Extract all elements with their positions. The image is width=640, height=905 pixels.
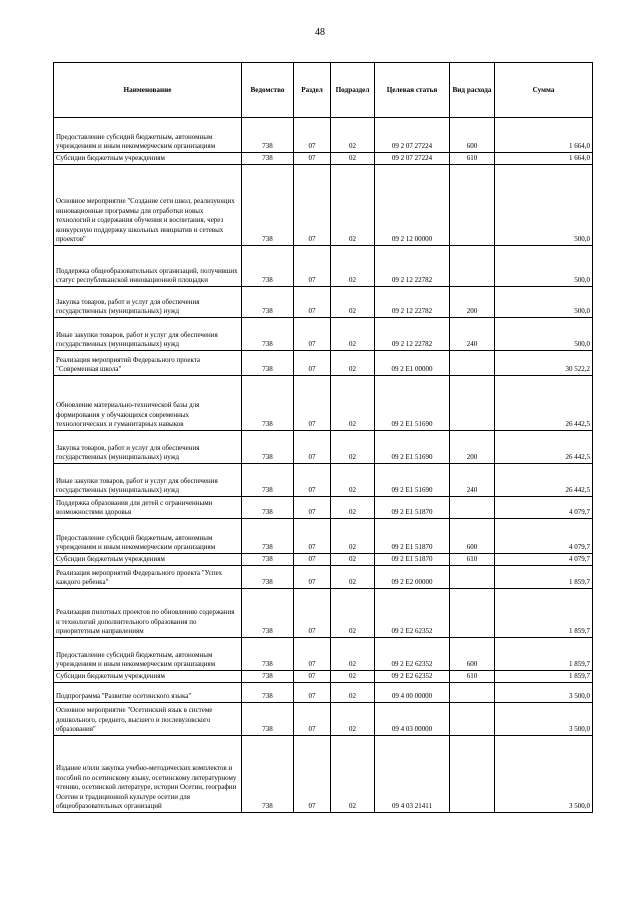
- row-ministry: 738: [242, 519, 294, 554]
- table-row: [54, 351, 593, 376]
- row-subsection: 02: [331, 246, 375, 287]
- table-row: [54, 318, 593, 351]
- table-row: [54, 589, 593, 638]
- row-ministry: 738: [242, 118, 294, 153]
- row-ministry: 738: [242, 431, 294, 464]
- row-name: Основное мероприятие "Создание сети школ, реализующих инновационные программы для отработки новых технологий и содержания обучения и воспитания, через конкурсную поддержку школьных инициатив и сетевых проектов": [54, 165, 242, 246]
- table-row: [54, 464, 593, 497]
- row-expense-type: 200: [450, 431, 495, 464]
- row-target: 09 2 E1 00000: [375, 351, 450, 376]
- row-name: Предоставление субсидий бюджетным, автономным учреждениям и иным некоммерческим организациям: [54, 638, 242, 671]
- table-row: [54, 703, 593, 736]
- row-amount: 4 079,7: [495, 519, 593, 554]
- row-ministry: 738: [242, 376, 294, 431]
- row-target: 09 4 03 00000: [375, 703, 450, 736]
- row-target: 09 2 E2 00000: [375, 566, 450, 589]
- row-name: Субсидии бюджетным учреждениям: [54, 671, 242, 683]
- header-subsection: Подраздел: [331, 63, 375, 118]
- row-target: 09 2 E1 51870: [375, 554, 450, 566]
- row-amount: 3 500,0: [495, 703, 593, 736]
- row-ministry: 738: [242, 589, 294, 638]
- row-name: Закупка товаров, работ и услуг для обеспечения государственных (муниципальных) нужд: [54, 287, 242, 318]
- row-ministry: 738: [242, 351, 294, 376]
- row-amount: 1 859,7: [495, 589, 593, 638]
- row-name: Иные закупки товаров, работ и услуг для обеспечения государственных (муниципальных) нужд: [54, 464, 242, 497]
- row-expense-type: [450, 165, 495, 246]
- row-target: 09 2 07 27224: [375, 153, 450, 165]
- row-target: 09 2 12 22782: [375, 246, 450, 287]
- row-name: Издание и/или закупка учебно-методических комплектов и пособий по осетинскому языку, осетинскому литературному чтению, осетинской литературе, истории Осетии, географии Осетии и традиционной культуре осетии для общеобразовательных организаций: [54, 736, 242, 813]
- row-name: Реализация пилотных проектов по обновлению содержания и технологий дополнительного образования по приоритетным направлениям: [54, 589, 242, 638]
- row-subsection: 02: [331, 287, 375, 318]
- row-section: 07: [294, 431, 331, 464]
- row-target: 09 2 12 22782: [375, 318, 450, 351]
- row-name: Обновление материально-технической базы для формирования у обучающихся современных технологических и гуманитарных навыков: [54, 376, 242, 431]
- row-subsection: 02: [331, 671, 375, 683]
- row-target: 09 2 E1 51690: [375, 376, 450, 431]
- row-amount: 4 079,7: [495, 497, 593, 519]
- row-section: 07: [294, 638, 331, 671]
- row-expense-type: 610: [450, 153, 495, 165]
- row-section: 07: [294, 376, 331, 431]
- row-target: 09 2 E2 62352: [375, 638, 450, 671]
- page-number: 48: [315, 27, 325, 38]
- row-section: 07: [294, 464, 331, 497]
- table-row: [54, 683, 593, 703]
- row-subsection: 02: [331, 566, 375, 589]
- row-expense-type: 610: [450, 671, 495, 683]
- header-name: Наименование: [54, 63, 242, 118]
- row-name: Предоставление субсидий бюджетным, автономным учреждениям и иным некоммерческим организациям: [54, 519, 242, 554]
- table-row: [54, 519, 593, 554]
- row-expense-type: 610: [450, 554, 495, 566]
- row-target: 09 2 07 27224: [375, 118, 450, 153]
- table-row: [54, 671, 593, 683]
- table-row: [54, 497, 593, 519]
- row-subsection: 02: [331, 519, 375, 554]
- row-expense-type: 600: [450, 638, 495, 671]
- table-header-row: [54, 63, 593, 118]
- row-target: 09 4 00 00000: [375, 683, 450, 703]
- row-target: 09 2 E1 51690: [375, 464, 450, 497]
- row-section: 07: [294, 519, 331, 554]
- row-subsection: 02: [331, 318, 375, 351]
- row-ministry: 738: [242, 566, 294, 589]
- row-amount: 4 079,7: [495, 554, 593, 566]
- row-amount: 26 442,5: [495, 376, 593, 431]
- row-target: 09 2 E1 51690: [375, 431, 450, 464]
- row-section: 07: [294, 589, 331, 638]
- row-section: 07: [294, 351, 331, 376]
- row-subsection: 02: [331, 638, 375, 671]
- table-row: [54, 431, 593, 464]
- row-name: Субсидии бюджетным учреждениям: [54, 153, 242, 165]
- row-ministry: 738: [242, 318, 294, 351]
- table-row: [54, 376, 593, 431]
- row-ministry: 738: [242, 497, 294, 519]
- table-row: [54, 246, 593, 287]
- row-target: 09 2 E2 62352: [375, 671, 450, 683]
- row-name: Закупка товаров, работ и услуг для обеспечения государственных (муниципальных) нужд: [54, 431, 242, 464]
- row-name: Реализация мероприятий Федерального проекта "Современная школа": [54, 351, 242, 376]
- row-name: Иные закупки товаров, работ и услуг для обеспечения государственных (муниципальных) нужд: [54, 318, 242, 351]
- row-section: 07: [294, 497, 331, 519]
- row-subsection: 02: [331, 703, 375, 736]
- row-amount: 3 500,0: [495, 683, 593, 703]
- row-name: Поддержка образования для детей с ограниченными возможностями здоровья: [54, 497, 242, 519]
- row-subsection: 02: [331, 153, 375, 165]
- row-section: 07: [294, 703, 331, 736]
- row-name: Поддержка общеобразовательных организаций, получивших статус республиканской инновационной площадки: [54, 246, 242, 287]
- row-expense-type: [450, 566, 495, 589]
- row-name: Реализация мероприятий Федерального проекта "Успех каждого ребенка": [54, 566, 242, 589]
- row-section: 07: [294, 246, 331, 287]
- row-amount: 30 522,2: [495, 351, 593, 376]
- row-section: 07: [294, 153, 331, 165]
- row-amount: 500,0: [495, 287, 593, 318]
- row-amount: 1 859,7: [495, 638, 593, 671]
- row-section: 07: [294, 165, 331, 246]
- row-target: 09 2 E1 51870: [375, 519, 450, 554]
- row-name: Предоставление субсидий бюджетным, автономным учреждениям и иным некоммерческим организациям: [54, 118, 242, 153]
- row-ministry: 738: [242, 246, 294, 287]
- row-expense-type: [450, 703, 495, 736]
- row-ministry: 738: [242, 554, 294, 566]
- row-expense-type: [450, 736, 495, 813]
- row-amount: 1 859,7: [495, 566, 593, 589]
- row-section: 07: [294, 318, 331, 351]
- row-ministry: 738: [242, 287, 294, 318]
- row-name: Основное мероприятие "Осетинский язык в системе дошкольного, среднего, высшего и послевузовского образования": [54, 703, 242, 736]
- row-section: 07: [294, 566, 331, 589]
- row-target: 09 4 03 21411: [375, 736, 450, 813]
- row-expense-type: [450, 589, 495, 638]
- row-subsection: 02: [331, 351, 375, 376]
- row-expense-type: 240: [450, 318, 495, 351]
- row-section: 07: [294, 736, 331, 813]
- row-subsection: 02: [331, 736, 375, 813]
- row-amount: 1 859,7: [495, 671, 593, 683]
- table-row: [54, 638, 593, 671]
- table-row: [54, 153, 593, 165]
- row-target: 09 2 E1 51870: [375, 497, 450, 519]
- row-subsection: 02: [331, 431, 375, 464]
- row-expense-type: [450, 351, 495, 376]
- row-section: 07: [294, 671, 331, 683]
- row-subsection: 02: [331, 118, 375, 153]
- table-row: [54, 287, 593, 318]
- header-ministry: Ведомство: [242, 63, 294, 118]
- row-amount: 500,0: [495, 318, 593, 351]
- row-ministry: 738: [242, 638, 294, 671]
- row-expense-type: 600: [450, 118, 495, 153]
- row-ministry: 738: [242, 703, 294, 736]
- row-ministry: 738: [242, 153, 294, 165]
- row-target: 09 2 12 22782: [375, 287, 450, 318]
- table-row: [54, 736, 593, 813]
- row-expense-type: [450, 376, 495, 431]
- row-subsection: 02: [331, 464, 375, 497]
- table-row: [54, 554, 593, 566]
- row-name: Субсидии бюджетным учреждениям: [54, 554, 242, 566]
- row-subsection: 02: [331, 376, 375, 431]
- row-amount: 500,0: [495, 246, 593, 287]
- header-expense-type: Вид расхода: [450, 63, 495, 118]
- row-amount: 3 500,0: [495, 736, 593, 813]
- table-row: [54, 118, 593, 153]
- row-subsection: 02: [331, 683, 375, 703]
- row-expense-type: 240: [450, 464, 495, 497]
- row-subsection: 02: [331, 589, 375, 638]
- row-ministry: 738: [242, 683, 294, 703]
- row-amount: 26 442,5: [495, 464, 593, 497]
- row-target: 09 2 E2 62352: [375, 589, 450, 638]
- row-amount: 500,0: [495, 165, 593, 246]
- row-target: 09 2 12 00000: [375, 165, 450, 246]
- budget-table: [53, 62, 593, 813]
- row-ministry: 738: [242, 671, 294, 683]
- row-expense-type: 200: [450, 287, 495, 318]
- row-subsection: 02: [331, 554, 375, 566]
- row-amount: 1 664,0: [495, 153, 593, 165]
- row-section: 07: [294, 287, 331, 318]
- row-section: 07: [294, 554, 331, 566]
- row-subsection: 02: [331, 497, 375, 519]
- row-ministry: 738: [242, 165, 294, 246]
- table-row: [54, 165, 593, 246]
- row-expense-type: [450, 683, 495, 703]
- row-expense-type: 600: [450, 519, 495, 554]
- row-ministry: 738: [242, 464, 294, 497]
- row-expense-type: [450, 497, 495, 519]
- header-section: Раздел: [294, 63, 331, 118]
- row-amount: 1 664,0: [495, 118, 593, 153]
- row-amount: 26 442,5: [495, 431, 593, 464]
- header-target: Целевая статья: [375, 63, 450, 118]
- row-name: Подпрограмма "Развитие осетинского языка": [54, 683, 242, 703]
- table-row: [54, 566, 593, 589]
- header-amount: Сумма: [495, 63, 593, 118]
- row-section: 07: [294, 683, 331, 703]
- row-expense-type: [450, 246, 495, 287]
- row-subsection: 02: [331, 165, 375, 246]
- row-section: 07: [294, 118, 331, 153]
- row-ministry: 738: [242, 736, 294, 813]
